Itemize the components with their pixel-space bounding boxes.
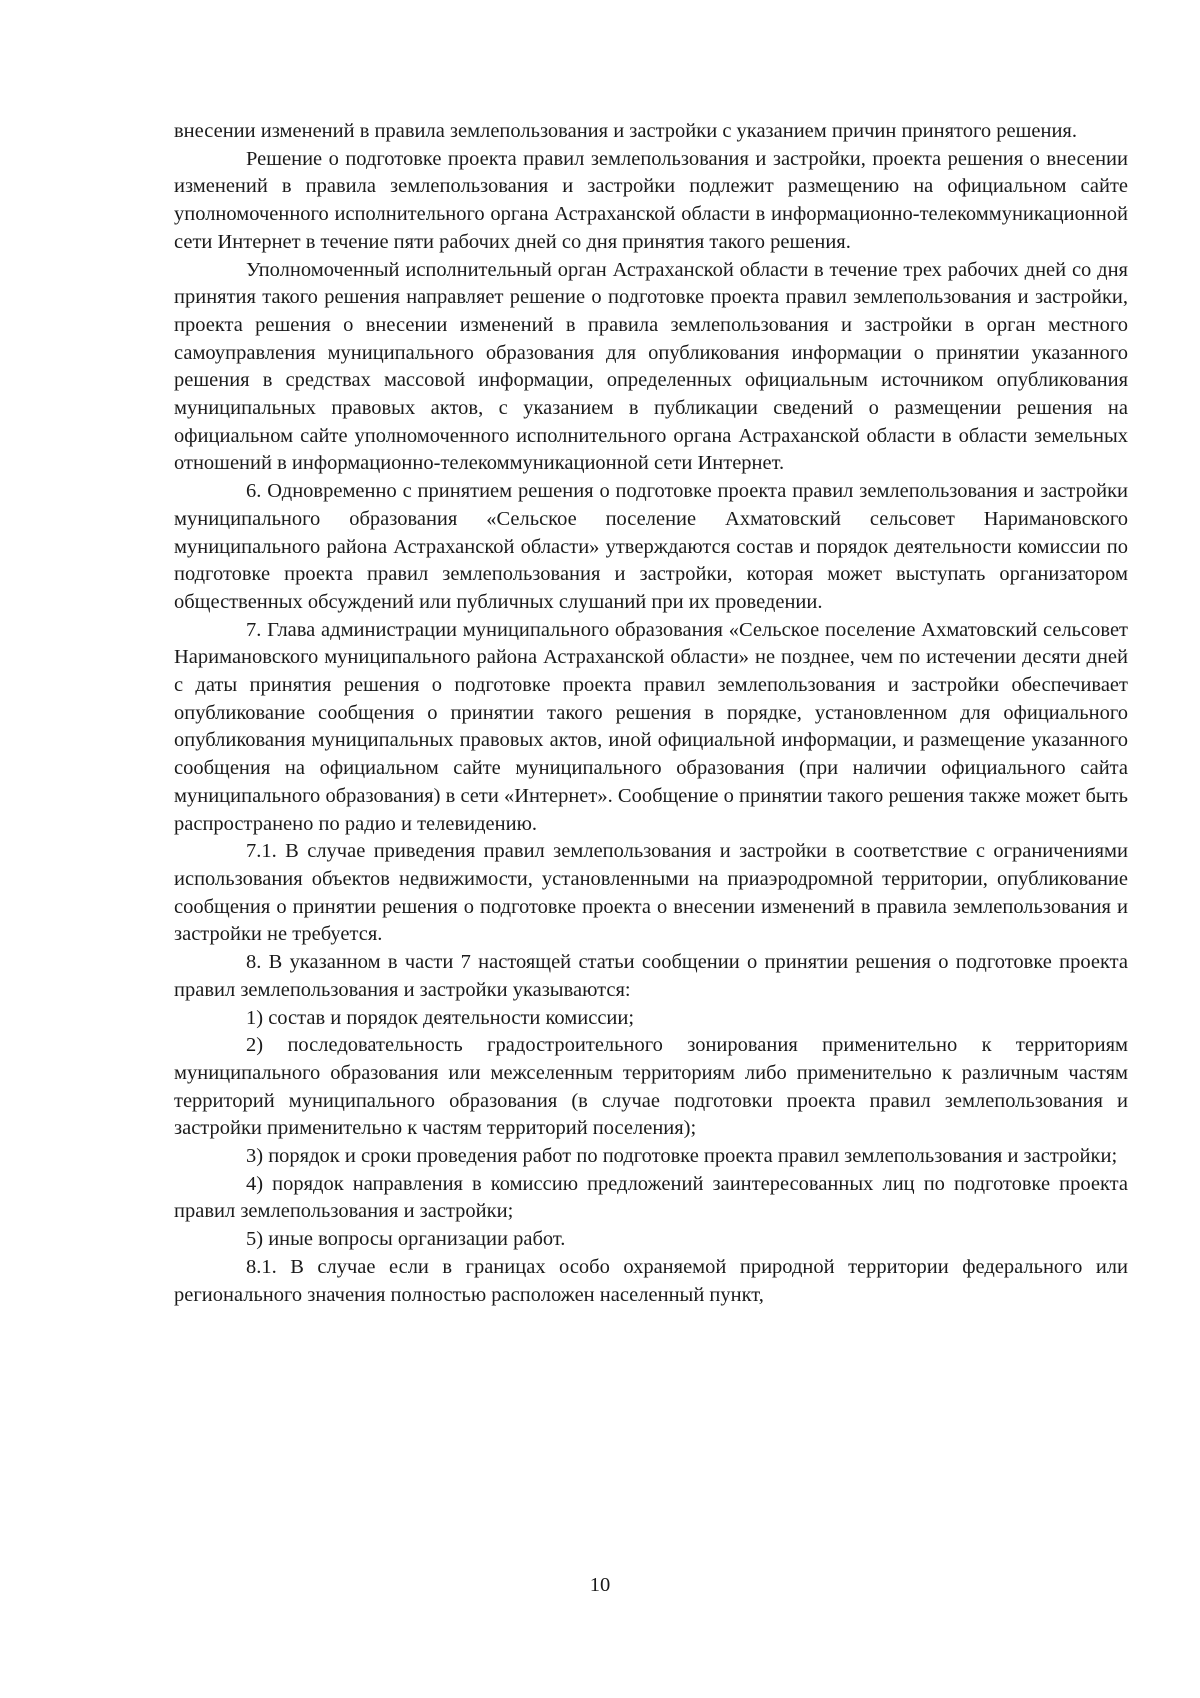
paragraph-item-8: 8. В указанном в части 7 настоящей статьи сообщении о принятии решения о подготовке проекта правил землепользования и застройки указываются: [174, 951, 1128, 1001]
page-number: 10 [589, 1574, 611, 1596]
list-item-2: 2) последовательность градостроительного зонирования применительно к территориям муниципального образования или межселенным территориям либо применительно к различным частям территорий муниципального образования (в случае подготовки проекта правил землепользования и застройки применительно к частям территорий поселения); [174, 1034, 1128, 1140]
list-item-5: 5) иные вопросы организации работ. [246, 1228, 566, 1251]
paragraph-item-6: 6. Одновременно с принятием решения о подготовке проекта правил землепользования и застройки муниципального образования «Сельское поселение Ахматовский сельсовет Наримановского муниципального района Астраханской области» утверждаются состав и порядок деятельности комиссии по подготовке проекта правил землепользования и застройки, которая может выступать организатором общественных обсуждений или публичных слушаний при их проведении. [174, 480, 1128, 613]
paragraph-item-7: 7. Глава администрации муниципального образования «Сельское поселение Ахматовский сельсовет Наримановского муниципального района Астраханской области» не позднее, чем по истечении десяти дней с даты принятия решения о подготовке проекта правил землепользования и застройки обеспечивает опубликование сообщения о принятии такого решения в порядке, установленном для официального опубликования муниципальных правовых актов, иной официальной информации, и размещение указанного сообщения на официальном сайте муниципального образования (при наличии официального сайта муниципального образования) в сети «Интернет». Сообщение о принятии такого решения также может быть распространено по радио и телевидению. [174, 618, 1128, 835]
paragraph-continuation: внесении изменений в правила землепользования и застройки с указанием причин принятого решения. [174, 120, 1077, 142]
document-body [174, 118, 1128, 1309]
list-item-3: 3) порядок и сроки проведения работ по подготовке проекта правил землепользования и застройки; [246, 1145, 1118, 1168]
list-item-1: 1) состав и порядок деятельности комиссии; [246, 1006, 635, 1029]
paragraph-item-7-1: 7.1. В случае приведения правил землепользования и застройки в соответствие с ограничениями использования объектов недвижимости, установленными на приаэродромной территории, опубликование сообщения о принятии решения о подготовке проекта о внесении изменений в правила землепользования и застройки не требуется. [174, 840, 1128, 946]
paragraph-decision-publication: Решение о подготовке проекта правил землепользования и застройки, проекта решения о внесении изменений в правила землепользования и застройки подлежит размещению на официальном сайте уполномоченного исполнительного органа Астраханской области в информационно-телекоммуникационной сети Интернет в течение пяти рабочих дней со дня принятия такого решения. [174, 147, 1128, 253]
list-item-4: 4) порядок направления в комиссию предложений заинтересованных лиц по подготовке проекта правил землепользования и застройки; [174, 1172, 1128, 1223]
paragraph-authority-notification: Уполномоченный исполнительный орган Астраханской области в течение трех рабочих дней со дня принятия такого решения направляет решение о подготовке проекта правил землепользования и застройки, проекта решения о внесении изменений в правила землепользования и застройки в орган местного самоуправления муниципального образования для опубликования информации о принятии указанного решения в средствах массовой информации, определенных официальным источником опубликования муниципальных правовых актов, с указанием в публикации сведений о размещении решения на официальном сайте уполномоченного исполнительного органа Астраханской области в области земельных отношений в информационно-телекоммуникационной сети Интернет. [174, 258, 1128, 475]
paragraph-item-8-1: 8.1. В случае если в границах особо охраняемой природной территории федерального или регионального значения полностью расположен населенный пункт, [174, 1255, 1128, 1306]
